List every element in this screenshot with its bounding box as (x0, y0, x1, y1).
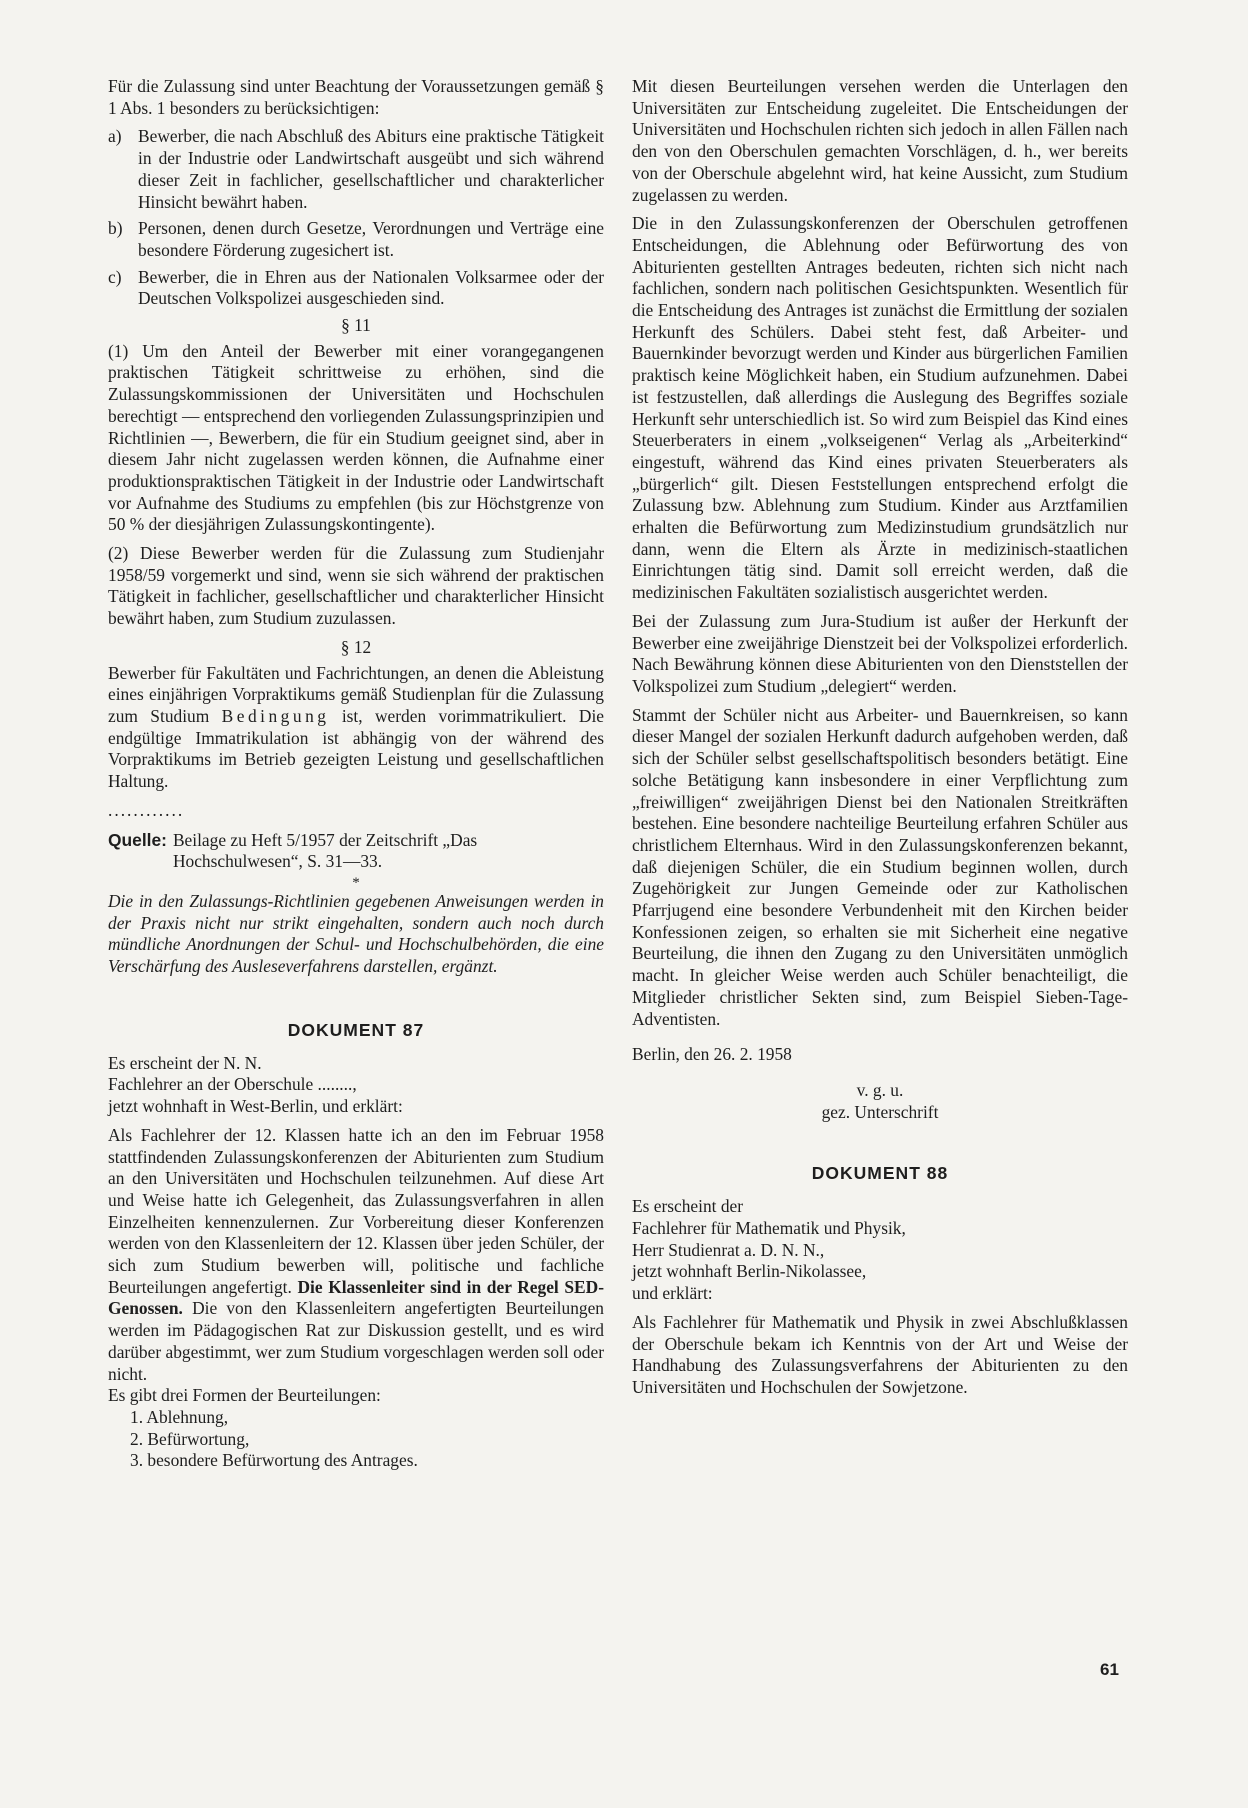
section-heading-11: § 11 (341, 315, 371, 336)
separator-star: * (352, 874, 360, 891)
vgu-note: v. g. u. (856, 1079, 904, 1100)
place-and-date: Berlin, den 26. 2. 1958 (632, 1044, 792, 1065)
right-paragraph-4: Stammt der Schüler nicht aus Arbeiter- und Bauernkreisen, so kann dieser Mangel der sozialen Herkunft dadurch aufgehoben werden, daß sich der Schüler selbst gesellschaftspolitisch besonders betätigt. Eine solche Betätigung kann insbesondere in einer Verpflichtung zum „freiwilligen“ zweijährigen Dienst bei den Nationalen Streitkräften bestehen. Eine besondere nachteilige Beurteilung erfahren Schüler aus christlichem Elternhaus. Wird in den Zulassungskonferenzen bekannt, daß diejenigen Schüler, die ein Studium beginnen wollen, durch Zugehörigkeit zur Jungen Gemeinde oder zur Katholischen Pfarrjugend eine besondere Verbundenheit mit den Kirchen beider Konfessionen zeigen, so erhalten sie mit Sicherheit eine negative Beurteilung, die ihnen den Zugang zu den Universitäten unmöglich macht. In gleicher Weise werden auch Schüler benachteiligt, die Mitglieder christlicher Sekten sind, zum Beispiel Sieben-Tage-Adventisten. (632, 704, 1128, 1029)
source-label: Quelle: (108, 829, 167, 850)
intro-line: jetzt wohnhaft Berlin-Nikolassee, (632, 1261, 867, 1282)
section-12-text-b: ist, werden vorimmatrikuliert. Die endgültige Immatrikulation ist abhängig von der während des Vorpraktikums im Betrieb gezeigten Leistung und gesellschaftlichen Haltung. (108, 705, 604, 792)
section-11-paragraph-2: (2) Diese Bewerber werden für die Zulassung zum Studienjahr 1958/59 vorgemerkt und sind, wenn sie sich während der praktischen Tätigkeit in fachlicher, gesellschaftlicher und charakterlicher Hinsicht bewährt haben, zum Studium zuzulassen. (108, 543, 604, 629)
list-item-b (108, 218, 604, 261)
doc87-text-b: Die von den Klassenleitern angefertigten Beurteilungen werden im Pädagogischen Rat zur Diskussion gestellt, und es wird darüber abgestimmt, wer zum Studium vorgeschlagen werden soll oder nicht. (108, 1298, 604, 1384)
list-text: Bewerber, die nach Abschluß des Abiturs eine praktische Tätigkeit in der Industrie oder Landwirtschaft ausgeübt und sich während dieser Zeit in fachlicher, gesellschaftlicher und charakterlicher Hinsicht bewährt haben. (138, 126, 604, 212)
document-88-intro (632, 1196, 1128, 1305)
signature-line: gez. Unterschrift (821, 1101, 939, 1122)
list-label: a) (108, 126, 122, 147)
right-paragraph-1: Mit diesen Beurteilungen versehen werden die Unterlagen den Universitäten zur Entscheidung zugeleitet. Die Entscheidungen der Universitäten und Hochschulen richten sich jedoch in allen Fällen nach den von den Oberschulen gemachten Vorschlägen, d. h., wer bereits von der Oberschule abgelehnt wird, hat keine Aussicht, zum Studium zugelassen zu werden. (632, 76, 1128, 205)
intro-line: Herr Studienrat a. D. N. N., (632, 1239, 825, 1260)
intro-line: Fachlehrer an der Oberschule ........, (108, 1074, 357, 1095)
list-label: b) (108, 218, 123, 239)
intro-line: jetzt wohnhaft in West-Berlin, und erklärt: (108, 1096, 403, 1117)
intro-line: Es erscheint der N. N. (108, 1052, 262, 1073)
section-11-paragraph-1: (1) Um den Anteil der Bewerber mit einer vorangegangenen praktischen Tätigkeit schrittweise zu erhöhen, sind die Zulassungskommissionen der Universitäten und Hochschulen berechtigt — entsprechend den vorliegenden Zulassungsprinzipien und Richtlinien —, Bewerbern, die für ein Studium geeignet sind, aber in diesem Jahr nicht zugelassen werden können, die Aufnahme einer produktionspraktischen Tätigkeit in der Industrie oder Landwirtschaft vor Aufnahme des Studiums zu empfehlen (bis zur Höchstgrenze von 50 % der diesjährigen Zulassungskontingente). (108, 340, 604, 535)
right-paragraph-2: Die in den Zulassungskonferenzen der Oberschulen getroffenen Entscheidungen, die Ablehnung oder Befürwortung des von Abiturienten gestellten Antrages bedeuten, richten sich nicht nach fachlichen, sondern nach politischen Gesichtspunkten. Wesentlich für die Entscheidung des Antrages ist zunächst die Ermittlung der sozialen Herkunft des Schülers. Dabei steht fest, daß Arbeiter- und Bauernkinder bevorzugt werden und Kinder aus bürgerlichen Familien praktisch keine Möglichkeit haben, ein Studium aufzunehmen. Dabei ist festzustellen, daß allerdings die Auslegung des Begriffes soziale Herkunft sehr unterschiedlich ist. So wird zum Beispiel das Kind eines Steuerberaters in einem „volkseigenen“ Verlag als „Arbeiterkind“ eingestuft, während das Kind eines privaten Steuerberaters als „bürgerlich“ gilt. Diesen Feststellungen entsprechend erfolgt die Zulassung bzw. Ablehnung zum Studium. Kinder aus Arztfamilien erhalten die Befürwortung zum Medizinstudium grundsätzlich nur dann, wenn die Eltern als Ärzte in medizinisch-staatlichen Einrichtungen tätig sind. Damit soll erreicht werden, daß die medizinischen Fakultäten sozialistisch ausgerichtet werden. (632, 213, 1128, 603)
document-88-paragraph-1: Als Fachlehrer für Mathematik und Physik in zwei Abschlußklassen der Oberschule bekam ich Kenntnis von der Art und Weise der Handhabung des Zulassungsverfahrens der Abiturienten zu den Universitäten und Hochschulen der Sowjetzone. (632, 1311, 1128, 1397)
intro-line: Es erscheint der (632, 1196, 744, 1217)
document-88-heading: DOKUMENT 88 (811, 1163, 949, 1184)
page-number: 61 (1100, 1660, 1119, 1679)
left-column (108, 76, 604, 1472)
document-87-heading: DOKUMENT 87 (287, 1019, 425, 1040)
right-column (632, 76, 1128, 1406)
list-text: Bewerber, die in Ehren aus der Nationalen Volksarmee oder der Deutschen Volkspolizei ausgeschieden sind. (138, 266, 604, 309)
intro-paragraph: Für die Zulassung sind unter Beachtung der Voraussetzungen gemäß § 1 Abs. 1 besonders zu berücksichtigen: (108, 76, 604, 118)
list-item: 3. besondere Befürwortung des Antrages. (130, 1450, 418, 1471)
doc87-text-a: Als Fachlehrer der 12. Klassen hatte ich an den im Februar 1958 stattfindenden Zulassungskonferenzen der Abiturienten zum Studium an den Universitäten und Hochschulen teilzunehmen. Auf diese Art und Weise hatte ich Gelegenheit, das Zulassungsverfahren in allen Einzelheiten kennenzulernen. Zur Vorbereitung dieser Konferenzen werden von den Klassenleitern der 12. Klassen über jeden Schüler, der sich zum Studium bewerben will, politische und fachliche Beurteilungen angefertigt. (108, 1124, 604, 1297)
list-item-a (108, 126, 604, 213)
ellipsis-dots: ............ (108, 799, 185, 820)
section-12-text-a: Bewerber für Fakultäten und Fachrichtungen, an denen die Ableistung eines einjährigen Vorpraktikums gemäß Studienplan für die Zulassung zum Studium (108, 662, 604, 726)
list-item-c (108, 267, 604, 310)
italic-note: Die in den Zulassungs-Richtlinien gegebenen Anweisungen werden in der Praxis nicht nur strikt eingehalten, sondern auch noch durch mündliche Anordnungen der Schul- und Hochschulbehörden, die eine Verschärfung des Ausleseverfahrens darstellen, ergänzt. (108, 890, 604, 977)
section-12-spaced-word: Bedingung (221, 705, 330, 726)
source-citation (108, 830, 604, 873)
document-87-intro (108, 1053, 604, 1118)
list-item: 2. Befürwortung, (130, 1428, 250, 1449)
section-heading-12: § 12 (340, 636, 372, 657)
list-item: 1. Ablehnung, (130, 1406, 229, 1427)
intro-line: Fachlehrer für Mathematik und Physik, (632, 1218, 906, 1239)
list-text: Personen, denen durch Gesetze, Verordnungen und Verträge eine besondere Förderung zugesichert ist. (138, 218, 604, 260)
source-text: Beilage zu Heft 5/1957 der Zeitschrift „Das Hochschulwesen“, S. 31—33. (172, 829, 478, 872)
doc87-bold-text: Die Klassenleiter sind in der Regel SED-Genossen. (108, 1276, 604, 1319)
document-87-paragraph-2: Es gibt drei Formen der Beurteilungen: (108, 1385, 381, 1406)
document-87-paragraph-1 (108, 1125, 604, 1385)
right-paragraph-3: Bei der Zulassung zum Jura-Studium ist außer der Herkunft der Bewerber eine zweijährige Dienstzeit bei der Volkspolizei erforderlich. Nach Bewährung können diese Abiturienten von den Dienststellen der Volkspolizei zum Studium „delegiert“ werden. (632, 610, 1128, 696)
list-label: c) (108, 266, 122, 287)
evaluation-forms-list (130, 1407, 604, 1472)
section-12-paragraph (108, 663, 604, 793)
intro-line: und erklärt: (632, 1283, 713, 1304)
